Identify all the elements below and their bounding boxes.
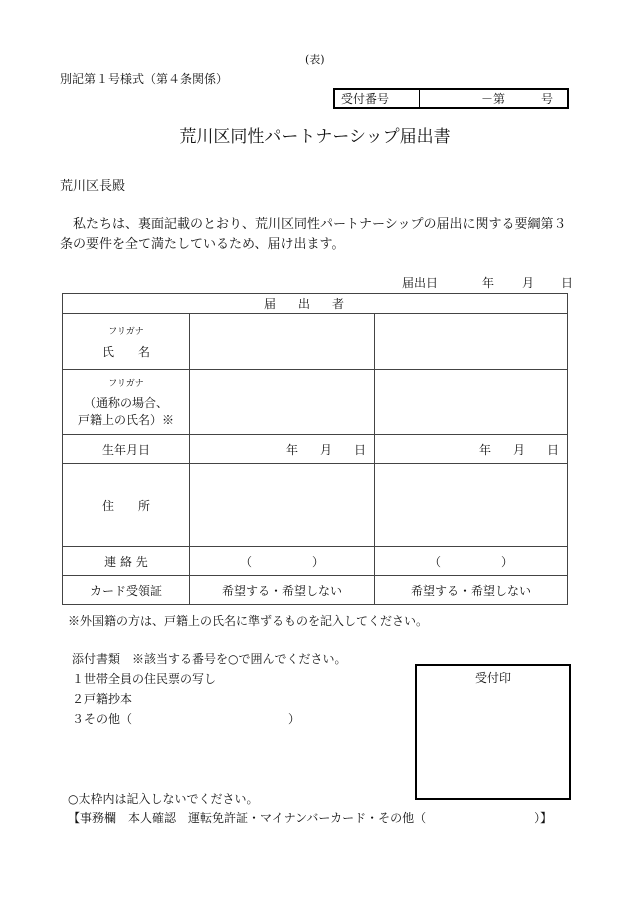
address-field-partner-1[interactable] [190, 464, 375, 547]
birth-day-unit: 日 [353, 442, 366, 457]
receipt-number-field[interactable]: －第 号 [480, 92, 553, 106]
alias-furigana-label: フリガナ [108, 378, 144, 389]
alias-field-partner-2[interactable] [375, 370, 568, 435]
birthdate-field-partner-2[interactable] [375, 435, 568, 464]
name-field-partner-1[interactable] [190, 314, 375, 370]
contact-field-partner-1[interactable]: （ ） [190, 547, 375, 576]
receipt-number-box [333, 88, 569, 109]
submission-date-label: 届出日 [402, 276, 439, 290]
foreign-national-note: ※外国籍の方は、戸籍上の氏名に準ずるものを記入してください。 [68, 614, 429, 628]
page-title: 荒川区同性パートナーシップ届出書 [179, 127, 451, 147]
declaration-line-1: 私たちは、裏面記載のとおり、荒川区同性パートナーシップの届出に関する要綱第３ [60, 217, 567, 232]
birth-month-unit: 月 [513, 442, 526, 457]
contact-label: 連 絡 先 [63, 547, 190, 576]
alias-label-cell [63, 370, 190, 435]
alias-field-partner-1[interactable] [190, 370, 375, 435]
registration-table [62, 293, 568, 605]
birth-month-unit: 月 [319, 442, 332, 457]
alias-label-line-1: （通称の場合、 [83, 395, 168, 410]
table-header: 届出者 [63, 294, 568, 314]
name-label-cell [63, 314, 190, 370]
card-receipt-label: カード受領証 [63, 576, 190, 605]
reception-stamp-box [415, 664, 571, 800]
form-reference: 別記第１号様式（第４条関係） [60, 72, 229, 86]
name-furigana-label: フリガナ [108, 326, 144, 337]
card-receipt-option-partner-1[interactable]: 希望する・希望しない [190, 576, 375, 605]
contact-field-partner-2[interactable]: （ ） [375, 547, 568, 576]
office-use-note: 【事務欄 本人確認 運転免許証・マイナンバーカード・その他（ ）】 [68, 811, 553, 825]
reception-stamp-label: 受付印 [474, 671, 511, 685]
birth-day-unit: 日 [547, 442, 560, 457]
alias-label-line-2: 戸籍上の氏名）※ [77, 412, 174, 427]
birth-year-unit: 年 [478, 442, 491, 457]
birthdate-label: 生年月日 [63, 435, 190, 464]
receipt-number-label: 受付番号 [335, 90, 420, 107]
card-receipt-option-partner-2[interactable]: 希望する・希望しない [375, 576, 568, 605]
submission-day-unit[interactable]: 日 [561, 276, 574, 290]
address-field-partner-2[interactable] [375, 464, 568, 547]
attachment-item-1[interactable]: １世帯全員の住民票の写し [72, 672, 217, 686]
attachment-item-3[interactable]: ３その他（ ） [72, 712, 301, 726]
declaration-line-2: 条の要件を全て満たしているため、届け出ます。 [60, 237, 345, 252]
attachments-heading: 添付書類 ※該当する番号を○で囲んでください。 [72, 652, 347, 666]
front-side-label: (表) [305, 53, 325, 66]
inner-box-note: ○太枠内は記入しないでください。 [68, 792, 259, 806]
birth-year-unit: 年 [285, 442, 298, 457]
addressee: 荒川区長殿 [60, 179, 126, 194]
attachment-item-2[interactable]: ２戸籍抄本 [72, 692, 133, 706]
submission-month-unit[interactable]: 月 [522, 276, 535, 290]
name-label: 氏 名 [101, 344, 150, 359]
name-field-partner-2[interactable] [375, 314, 568, 370]
birthdate-field-partner-1[interactable] [190, 435, 375, 464]
submission-year-unit[interactable]: 年 [482, 276, 495, 290]
address-label: 住 所 [63, 464, 190, 547]
